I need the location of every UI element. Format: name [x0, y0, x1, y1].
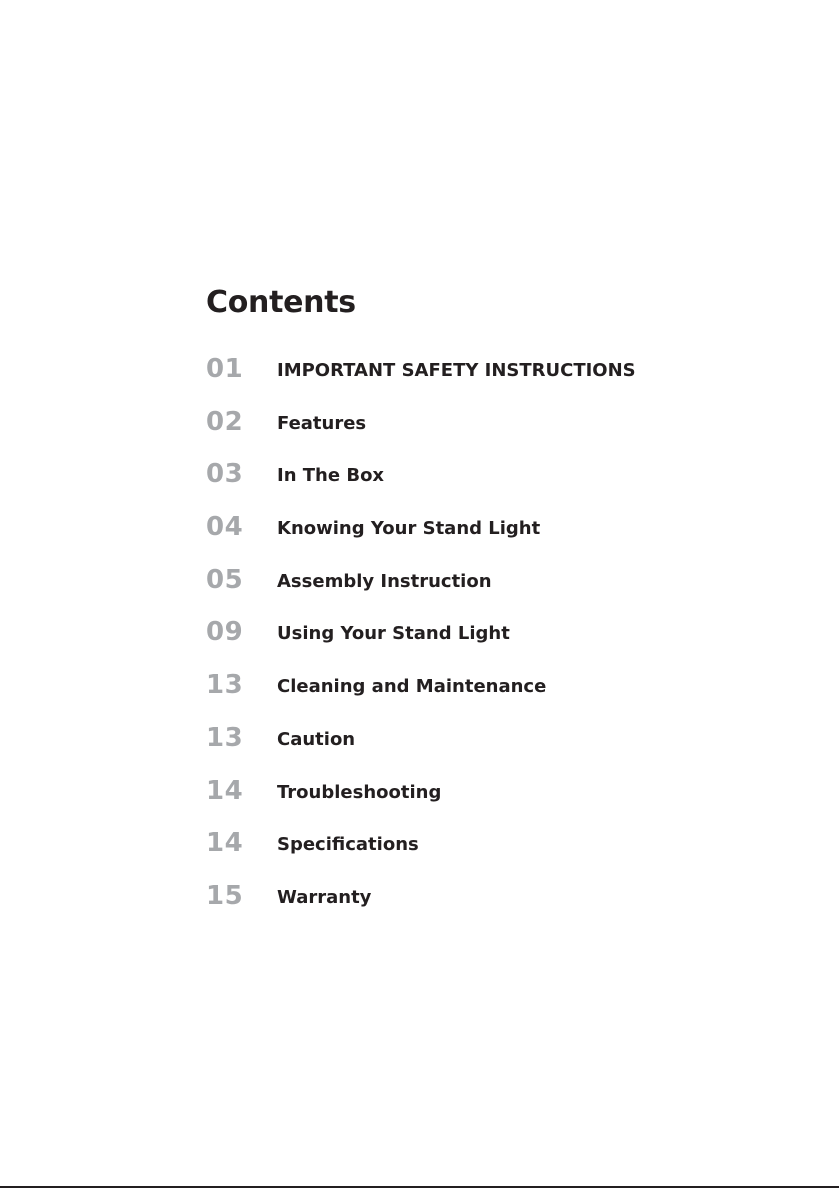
toc-page-number: 05 — [206, 564, 244, 595]
toc-page-number: 13 — [206, 722, 244, 753]
toc-entry-assembly-instruction[interactable] — [206, 564, 766, 617]
toc-entry-label: Specifications — [277, 834, 419, 856]
toc-page-number: 09 — [206, 617, 244, 648]
toc-entry-label: IMPORTANT SAFETY INSTRUCTIONS — [277, 360, 636, 381]
toc-entry-safety[interactable] — [206, 353, 766, 406]
toc-entry-in-the-box[interactable] — [206, 458, 766, 511]
toc-page-number: 02 — [206, 406, 244, 437]
toc-entry-troubleshooting[interactable] — [206, 775, 766, 828]
toc-entry-label: Using Your Stand Light — [277, 623, 510, 645]
toc-page-number: 14 — [206, 828, 244, 859]
toc-entry-cleaning-and-maintenance[interactable] — [206, 669, 766, 722]
toc-page-number: 03 — [206, 459, 244, 490]
toc-entry-label: Knowing Your Stand Light — [277, 518, 541, 540]
toc-page-number: 15 — [206, 880, 244, 911]
toc-page-number: 04 — [206, 512, 244, 543]
toc-entry-label: Troubleshooting — [277, 781, 442, 803]
toc-entry-features[interactable] — [206, 406, 766, 459]
toc-entry-knowing-your-stand-light[interactable] — [206, 511, 766, 564]
toc-entry-using-your-stand-light[interactable] — [206, 616, 766, 669]
toc-page-number: 14 — [206, 775, 244, 806]
page-title: Contents — [206, 285, 356, 320]
toc-page-number: 13 — [206, 670, 244, 701]
table-of-contents — [206, 353, 766, 933]
toc-entry-label: Caution — [277, 728, 356, 750]
toc-entry-label: Assembly Instruction — [277, 570, 492, 592]
toc-entry-label: Features — [277, 412, 367, 434]
toc-entry-caution[interactable] — [206, 722, 766, 775]
toc-entry-label: In The Box — [277, 465, 385, 487]
toc-entry-label: Cleaning and Maintenance — [277, 676, 547, 698]
toc-entry-label: Warranty — [277, 886, 372, 908]
toc-page-number: 01 — [206, 354, 244, 384]
toc-entry-warranty[interactable] — [206, 880, 766, 933]
toc-entry-specifications[interactable] — [206, 827, 766, 880]
